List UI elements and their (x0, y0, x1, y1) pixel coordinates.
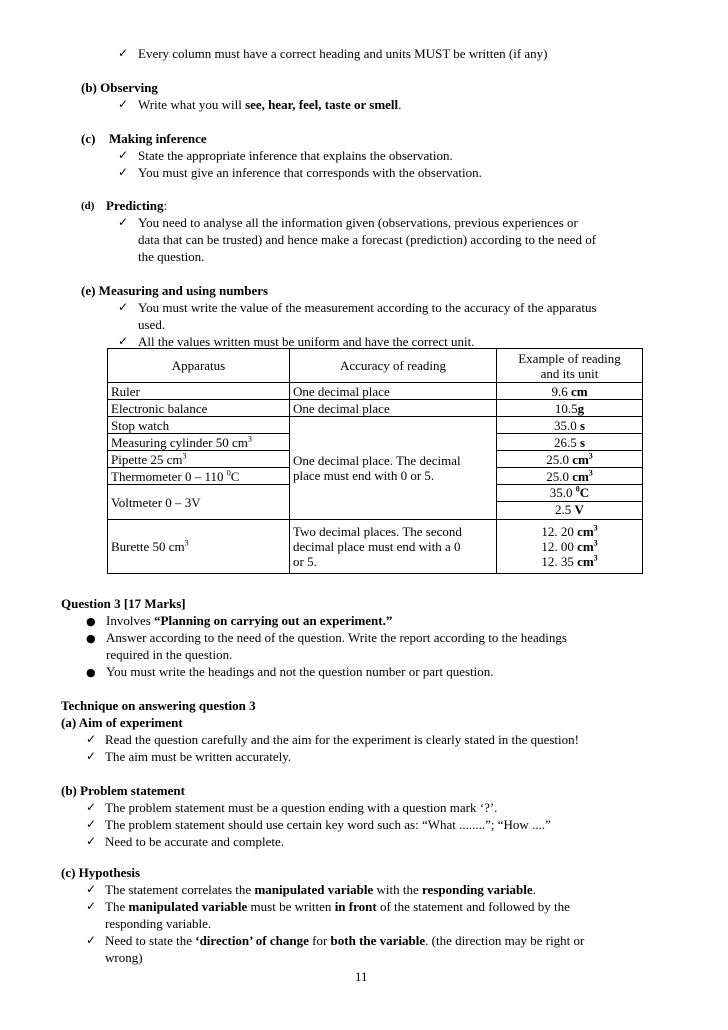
technique-heading: Technique on answering question 3 (61, 698, 256, 713)
cell-example: 35.0 s (497, 417, 643, 434)
q3-bullet-1: Involves “Planning on carrying out an experiment.” (106, 613, 393, 628)
table-row (108, 520, 643, 574)
check-icon: ✓ (86, 800, 97, 814)
cell-accuracy-merged: One decimal place. The decimal place must end with 0 or 5. (290, 417, 497, 520)
bullet-icon: ● (86, 666, 96, 679)
check-icon: ✓ (86, 817, 97, 831)
cell-example: 35.0 $^0$C 2.5 V (497, 485, 643, 520)
section-d-label: (d) (81, 200, 95, 212)
check-icon: ✓ (118, 165, 129, 179)
hypothesis-item-2b: responding variable. (105, 916, 212, 931)
cell-example: 9.6 cm (497, 383, 643, 400)
cell-apparatus: Burette 50 $cm^3$ (108, 520, 290, 574)
section-d-heading: Predicting: (106, 198, 168, 213)
problem-item-2: The problem statement should use certain key word such as: “What ........”; “How ....” (105, 817, 551, 832)
cell-example: 25.0 $cm^3$ (497, 468, 643, 485)
hypothesis-item-3b: wrong) (105, 950, 143, 965)
check-icon: ✓ (118, 46, 129, 60)
aim-item-2: The aim must be written accurately. (105, 749, 292, 764)
cell-apparatus: Measuring cylinder 50 $cm^3$ (108, 434, 290, 451)
question-3-heading: Question 3 [17 Marks] (61, 596, 186, 611)
section-b-heading: (b) Observing (81, 80, 158, 95)
table-row (108, 383, 643, 400)
aim-heading: (a) Aim of experiment (61, 715, 183, 730)
measuring-item-1a: You must write the value of the measurement according to the accuracy of the apparatus (138, 300, 597, 315)
check-icon: ✓ (86, 933, 97, 947)
cell-apparatus: Voltmeter 0 – 3V (108, 485, 290, 520)
measuring-item-1b: used. (138, 317, 166, 332)
table-header-row (108, 349, 643, 383)
section-e-heading: (e) Measuring and using numbers (81, 283, 269, 298)
check-icon: ✓ (86, 882, 97, 896)
observing-item: Write what you will see, hear, feel, taste or smell. (138, 97, 402, 112)
inference-item-2: You must give an inference that corresponds with the observation. (138, 165, 482, 180)
table-row (108, 417, 643, 434)
bullet-icon: ● (86, 615, 96, 628)
q3-bullet-2b: required in the question. (106, 647, 233, 662)
cell-accuracy: Two decimal places. The second decimal place must end with a 0 or 5. (290, 520, 497, 574)
accuracy-table (107, 348, 643, 574)
header-accuracy: Accuracy of reading (290, 349, 497, 383)
problem-heading: (b) Problem statement (61, 783, 185, 798)
hypothesis-item-1: The statement correlates the manipulated variable with the responding variable. (105, 882, 536, 897)
hypothesis-item-2a: The manipulated variable must be written in front of the statement and followed by the (105, 899, 570, 914)
cell-apparatus: Thermometer 0 – 110 $^0$C (108, 468, 290, 485)
cell-accuracy: One decimal place (290, 383, 497, 400)
cell-apparatus: Pipette 25 $cm^3$ (108, 451, 290, 468)
check-icon: ✓ (118, 97, 129, 111)
hypothesis-heading: (c) Hypothesis (61, 865, 141, 880)
check-icon: ✓ (118, 300, 129, 314)
predicting-line-2: data that can be trusted) and hence make a forecast (prediction) according to the need of (138, 232, 597, 247)
q3-bullet-3: You must write the headings and not the question number or part question. (106, 664, 494, 679)
section-c-label: (c) (81, 131, 96, 146)
check-icon: ✓ (86, 732, 97, 746)
measuring-item-2: All the values written must be uniform and have the correct unit. (138, 334, 475, 349)
problem-item-1: The problem statement must be a question ending with a question mark ‘?’. (105, 800, 498, 815)
page-number: 11 (355, 969, 368, 984)
q3-bullet-2a: Answer according to the need of the question. Write the report according to the headings (106, 630, 567, 645)
cell-apparatus: Electronic balance (108, 400, 290, 417)
cell-apparatus: Ruler (108, 383, 290, 400)
bullet-icon: ● (86, 632, 96, 645)
table-row (108, 400, 643, 417)
check-icon: ✓ (86, 749, 97, 763)
check-icon: ✓ (86, 834, 97, 848)
cell-accuracy: One decimal place (290, 400, 497, 417)
header-example: Example of reading and its unit (497, 349, 643, 383)
hypothesis-item-3a: Need to state the ‘direction’ of change for both the variable. (the direction may be right or (105, 933, 585, 948)
cell-example: 10.5g (497, 400, 643, 417)
cell-apparatus: Stop watch (108, 417, 290, 434)
check-icon: ✓ (118, 334, 129, 348)
cell-example: 26.5 s (497, 434, 643, 451)
predicting-line-3: the question. (138, 249, 205, 264)
check-icon: ✓ (118, 215, 129, 229)
problem-item-3: Need to be accurate and complete. (105, 834, 285, 849)
cell-example: 25.0 $cm^3$ (497, 451, 643, 468)
check-icon: ✓ (86, 899, 97, 913)
cell-example: 12. 20 $cm^3$ 12. 00 $cm^3$ 12. 35 $cm^3$ (497, 520, 643, 574)
aim-item-1: Read the question carefully and the aim for the experiment is clearly stated in the question! (105, 732, 579, 747)
column-heading-note: Every column must have a correct heading and units MUST be written (if any) (138, 46, 548, 61)
section-c-heading: Making inference (109, 131, 207, 146)
inference-item-1: State the appropriate inference that explains the observation. (138, 148, 453, 163)
check-icon: ✓ (118, 148, 129, 162)
header-apparatus: Apparatus (108, 349, 290, 383)
predicting-line-1: You need to analyse all the information given (observations, previous experiences or (138, 215, 578, 230)
